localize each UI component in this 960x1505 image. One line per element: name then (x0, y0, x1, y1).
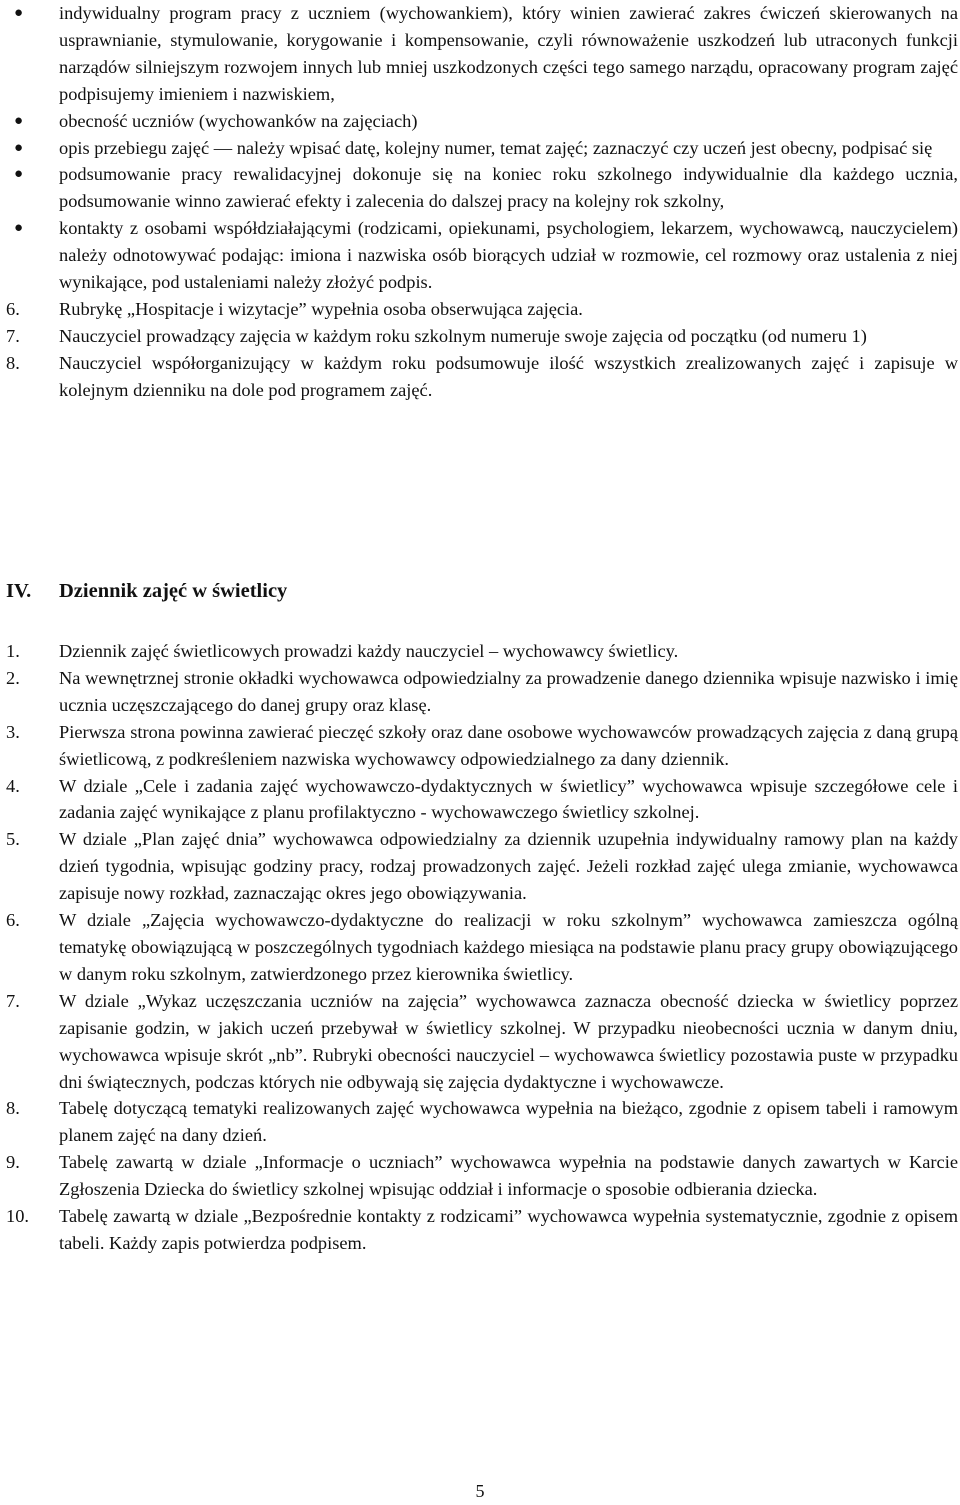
section-title: Dziennik zajęć w świetlicy (59, 580, 288, 602)
bullet-icon: ● (14, 112, 24, 129)
item-number: 2. (6, 667, 20, 688)
item-number: 8. (6, 352, 20, 373)
item-number: 3. (6, 721, 20, 742)
list-item (0, 350, 960, 404)
list-item-text: Tabelę zawartą w dziale „Bezpośrednie kontakty z rodzicami” wychowawca wypełnia systematycznie, zgodnie z opisem tabeli. Każdy zapis potwierdza podpisem. (59, 1206, 958, 1253)
list-item-text: W dziale „Zajęcia wychowawczo-dydaktyczne do realizacji w roku szkolnym” wychowawca zamieszcza ogólną tematykę obowiązującą w poszczególnych tygodniach każdego miesiąca na podstawie planu pracy grupy obowiązującego w danym roku szkolnym, zatwierdzonego przez kierownika świetlicy. (59, 910, 958, 984)
list-item (0, 323, 960, 350)
list-item (0, 773, 960, 827)
page-number: 5 (475, 1481, 485, 1501)
list-item (0, 988, 960, 1096)
section-number: IV. (6, 580, 32, 602)
bullet-icon: ● (14, 5, 24, 21)
list-item (0, 1149, 960, 1203)
list-item (0, 108, 960, 135)
bullet-icon: ● (14, 166, 24, 183)
item-number: 4. (6, 775, 20, 796)
item-number: 7. (6, 325, 20, 346)
item-number: 10. (6, 1206, 29, 1227)
section-heading (6, 578, 287, 605)
bullet-icon: ● (14, 139, 24, 156)
list-item (0, 907, 960, 988)
numbered-list (0, 638, 960, 1257)
list-item-text: Dziennik zajęć świetlicowych prowadzi każdy nauczyciel – wychowawcy świetlicy. (59, 641, 679, 661)
item-number: 9. (6, 1152, 20, 1173)
list-item-text: Nauczyciel współorganizujący w każdym roku podsumowuje ilość wszystkich zrealizowanych zajęć i zapisuje w kolejnym dzienniku na dole pod programem zajęć. (59, 352, 958, 400)
item-number: 6. (6, 910, 20, 931)
list-item-text: kontakty z osobami współdziałającymi (rodzicami, opiekunami, psychologiem, lekarzem, wychowawcą, nauczycielem) należy odnotowywać podając: imiona i nazwiska osób biorących udział w rozmowie, cel rozmowy oraz ustalenia z niej wynikające, pod ustaleniami należy złożyć podpis. (59, 218, 958, 293)
list-item-text: W dziale „Wykaz uczęszczania uczniów na zajęcia” wychowawca zaznacza obecność dziecka w świetlicy poprzez zapisanie godzin, w jakich uczeń przebywał w świetlicy szkolnej. W przypadku nieobecności ucznia w danym dniu, wychowawca wpisuje skrót „nb”. Rubryki obecności nauczyciel – wychowawca świetlicy pozostawia puste w przypadku dni świątecznych, podczas których nie odbywają się zajęcia dydaktyczne i wychowawcze. (59, 990, 958, 1092)
list-item (0, 215, 960, 296)
bullet-icon: ● (14, 220, 24, 237)
list-item-text: W dziale „Cele i zadania zajęć wychowawczo-dydaktycznych w świetlicy” wychowawca wpisuje szczegółowe cele i zadania zajęć wynikające z planu profilaktyczno - wychowawczego świetlicy szkolnej. (59, 775, 958, 823)
list-item-text: indywidualny program pracy z uczniem (wychowankiem), który winien zawierać zakres ćwiczeń skierowanych na usprawnianie, stymulowanie, korygowanie i kompensowanie, czyli równoważenie uszkodzeń lub utraconych funkcji narządów silniejszym rozwojem innych lub mniej uszkodzonych części tego samego narządu, opracowany program zajęć podpisujemy imieniem i nazwiskiem, (59, 3, 958, 104)
list-item (0, 638, 960, 665)
item-number: 8. (6, 1098, 20, 1119)
list-item-text: Nauczyciel prowadzący zajęcia w każdym roku szkolnym numeruje swoje zajęcia od początku (od numeru 1) (59, 325, 867, 346)
item-number: 6. (6, 298, 20, 319)
list-item (0, 135, 960, 162)
list-item-text: opis przebiegu zajęć — należy wpisać datę, kolejny numer, temat zajęć; zaznaczyć czy uczeń jest obecny, podpisać się (59, 137, 933, 158)
list-item-text: Tabelę zawartą w dziale „Informacje o uczniach” wychowawca wypełnia na podstawie danych zawartych w Karcie Zgłoszenia Dziecka do świetlicy szkolnej wpisując oddział i informacje o sposobie odbierania dziecka. (59, 1152, 958, 1200)
item-number: 1. (6, 641, 20, 661)
list-item-text: Tabelę dotyczącą tematyki realizowanych zajęć wychowawca wypełnia na bieżąco, zgodnie z opisem tabeli i ramowym planem zajęć na dany dzień. (59, 1098, 958, 1146)
list-item (0, 161, 960, 215)
list-item-text: W dziale „Plan zajęć dnia” wychowawca odpowiedzialny za dziennik uzupełnia indywidualny ramowy plan na każdy dzień tygodnia, wpisując godziny pracy, rodzaj prowadzonych zajęć. Jeżeli rozkład zajęć ulega zmianie, wychowawca zapisuje nowy rozkład, zaznaczając okres jego obowiązywania. (59, 829, 958, 904)
list-item-text: obecność uczniów (wychowanków na zajęciach) (59, 110, 418, 131)
bullet-list (0, 0, 960, 404)
list-item (0, 826, 960, 907)
item-number: 5. (6, 829, 20, 850)
list-item (0, 1095, 960, 1149)
list-item-text: Rubrykę „Hospitacje i wizytacje” wypełnia osoba obserwująca zajęcia. (59, 298, 583, 319)
list-item-text: Na wewnętrznej stronie okładki wychowawca odpowiedzialny za prowadzenie danego dziennika wpisuje nazwisko i imię ucznia uczęszczającego do danej grupy oraz klasę. (59, 667, 958, 715)
list-item (0, 665, 960, 719)
list-item (0, 296, 960, 323)
list-item (0, 719, 960, 773)
list-item-text: Pierwsza strona powinna zawierać pieczęć szkoły oraz dane osobowe wychowawców prowadzących zajęcia z daną grupą świetlicową, z podkreśleniem nazwiska wychowawcy odpowiedzialnego za dany dziennik. (59, 721, 958, 769)
item-number: 7. (6, 990, 20, 1011)
list-item (0, 0, 960, 108)
list-item (0, 1203, 960, 1257)
list-item-text: podsumowanie pracy rewalidacyjnej dokonuje się na koniec roku szkolnego indywidualnie dla każdego ucznia, podsumowanie winno zawierać efekty i zalecenia do dalszej pracy na kolejny rok szkolny, (59, 164, 958, 212)
